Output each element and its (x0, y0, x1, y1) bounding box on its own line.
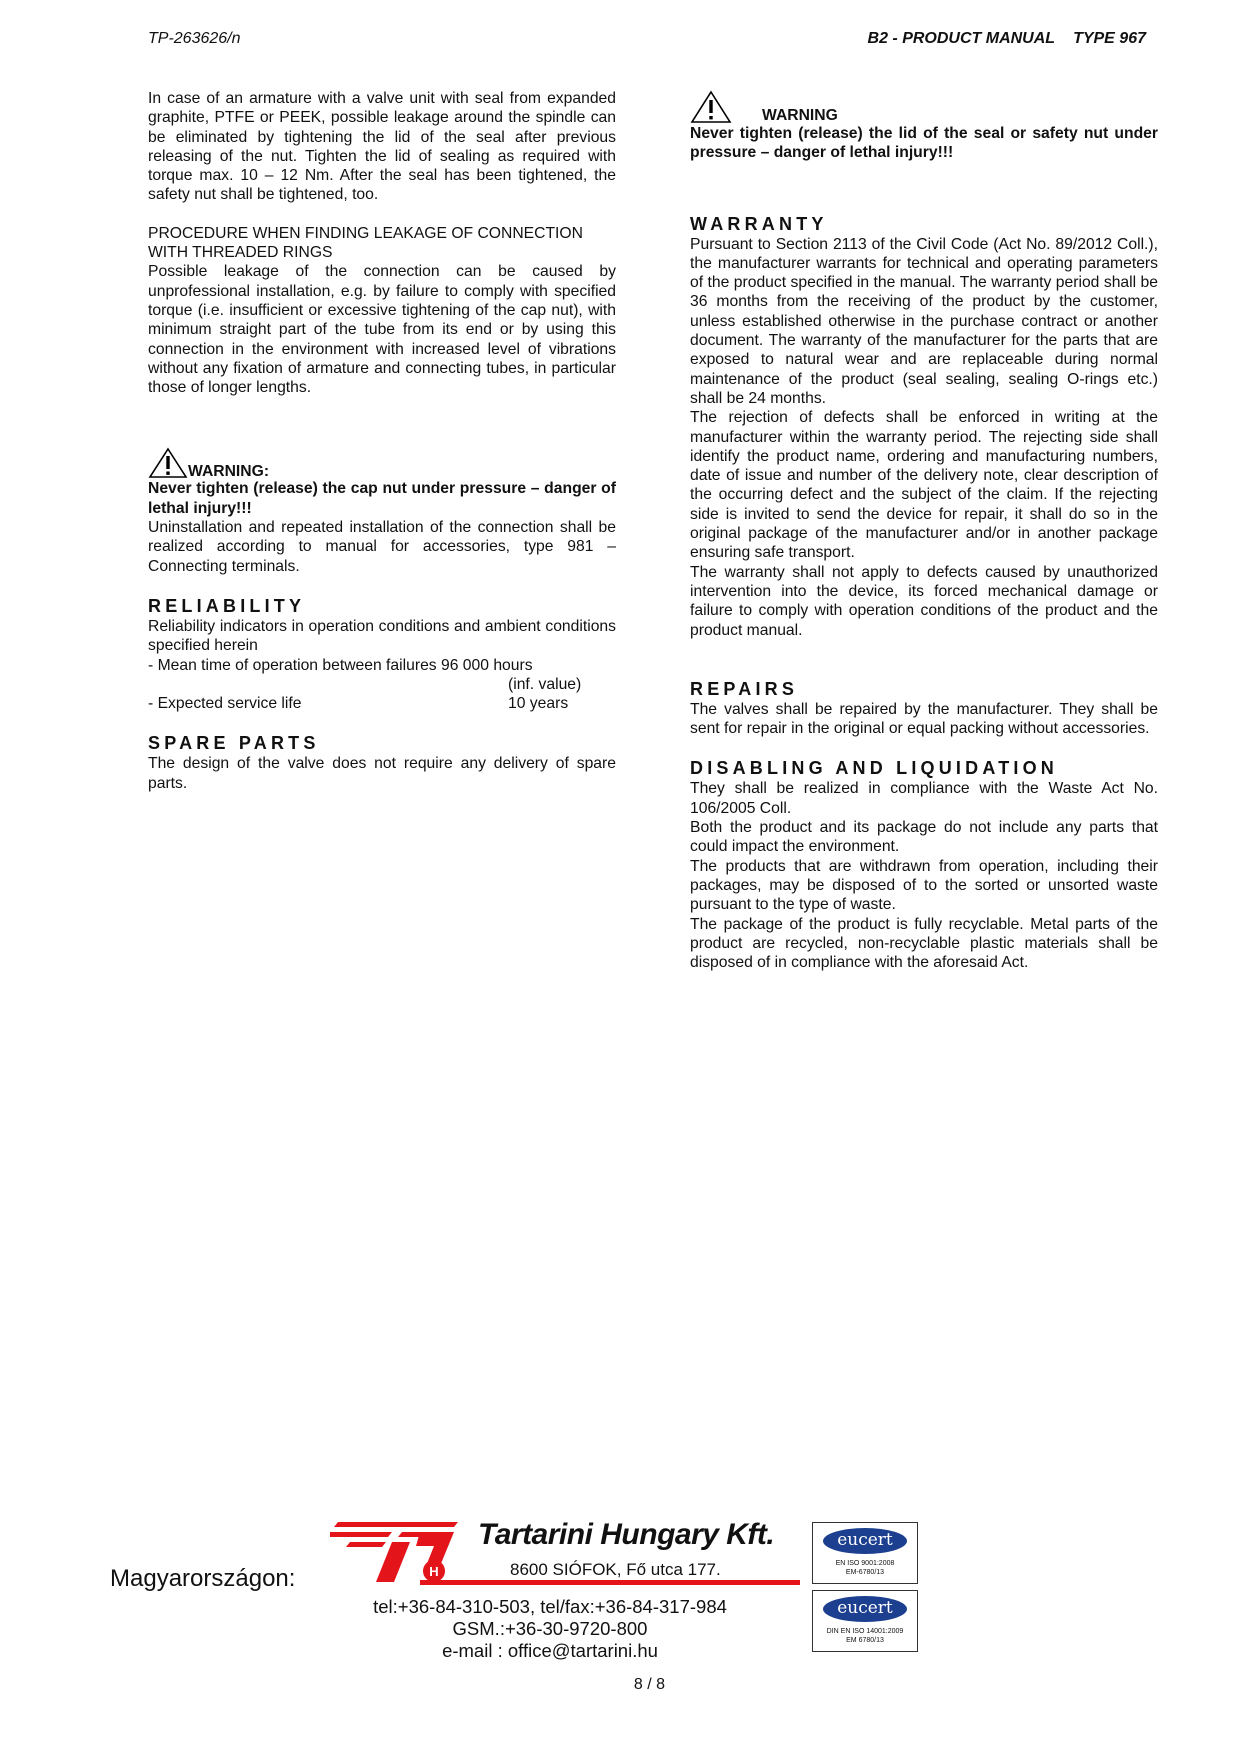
cert-number: EM-6780/13 (845, 1569, 885, 1576)
page-number: 8 / 8 (633, 1676, 666, 1693)
mtbf-line: - Mean time of operation between failures 96 000 hours (148, 656, 533, 674)
disabling-title: DISABLING AND LIQUIDATION (690, 758, 1058, 779)
disabling-paragraph-3: The products that are withdrawn from operation, including their packages, may be disposed of to the sorted or unsorted waste pursuant to the type of waste. (690, 857, 1158, 914)
mtbf-note: (inf. value) (508, 675, 582, 693)
warning-triangle-icon (148, 447, 188, 479)
warranty-title: WARRANTY (690, 213, 828, 234)
procedure-text: Possible leakage of the connection can be caused by unprofessional installation, e.g. by failure to comply with specified torque (i.e. insufficient or excessive tightening of the cap nut), with minimum straight part of the tube from its end or by using this connection in the environment with increased level of vibrations without any fixation of armature and connecting tubes, in particular those of longer lengths. (148, 263, 616, 397)
warranty-paragraph-3: The warranty shall not apply to defects caused by unauthorized intervention into the device, its forced mechanical damage or failure to comply with operation conditions of the product and the product manual. (690, 563, 1158, 639)
warning-triangle-icon (690, 90, 732, 124)
left-column (148, 89, 616, 793)
repairs-text: The valves shall be repaired by the manufacturer. They shall be sent for repair in the original or equal packing without accessories. (690, 700, 1158, 738)
iso-14001-certificate-badge (812, 1590, 918, 1652)
manual-title (850, 30, 1146, 48)
warning-text-right: Never tighten (release) the lid of the seal or safety nut under pressure – danger of lethal injury!!! (690, 125, 1158, 162)
warning-text: Never tighten (release) the cap nut under pressure – danger of lethal injury!!! (148, 480, 616, 517)
company-name: Tartarini Hungary Kft. (478, 1518, 775, 1551)
disabling-paragraph-4: The package of the product is fully recyclable. Metal parts of the product are recycled, non-recyclable plastic materials shall be disposed of in compliance with the aforesaid Act. (690, 915, 1158, 972)
company-address: 8600 SIÓFOK, Fő utca 177. (510, 1560, 721, 1579)
right-column (690, 89, 1158, 972)
warranty-paragraph-2: The rejection of defects shall be enforced in writing at the manufacturer within the warranty period. The rejecting side shall identify the product name, ordering and manufacturing numbers, date of issue and number of the delivery note, clear description of the occurring defect and the subject of the claim. If the rejecting side is invited to send the device for repair, it shall do so in the original package of the manufacturer and/or in another package ensuring safe transport. (690, 409, 1158, 562)
service-life-row (148, 694, 616, 713)
phone-line: tel:+36-84-310-503, tel/fax:+36-84-317-984 (373, 1596, 727, 1617)
reliability-intro: Reliability indicators in operation conditions and ambient conditions specified herein (148, 617, 616, 655)
warning-heading (148, 441, 616, 479)
repairs-title: REPAIRS (690, 678, 799, 699)
uninstall-text: Uninstallation and repeated installation of the connection shall be realized according to manual for accessories, type 981 – Connecting terminals. (148, 519, 616, 575)
cert-number: EM 6780/13 (846, 1637, 884, 1644)
seal-paragraph: In case of an armature with a valve unit with seal from expanded graphite, PTFE or PEEK, possible leakage around the spindle can be eliminated by tightening the lid of the seal after previous releasing of the nut. Tighten the lid of sealing as required with torque max. 10 – 12 Nm. After the seal has been tightened, the safety nut shall be tightened, too. (148, 90, 616, 204)
warranty-paragraph-1: Pursuant to Section 2113 of the Civil Code (Act No. 89/2012 Coll.), the manufacturer warrants for technical and operating parameters of the product specified in the manual. The warranty period shall be 36 months from the receiving of the product by the customer, unless established otherwise in the purchase contract or another document. The warranty of the manufacturer for the parts that are exposed to natural wear and are replaceable during normal maintenance of the product (seal sealing, sealing O-rings etc.) shall be 24 months. (690, 235, 1158, 407)
service-life-value: 10 years (508, 695, 569, 713)
reliability-title: RELIABILITY (148, 595, 306, 616)
iso-9001-certificate-badge (812, 1522, 918, 1584)
country-label: Magyarországon: (110, 1565, 296, 1592)
warning-heading-right (690, 89, 1158, 124)
disabling-paragraph-2: Both the product and its package do not include any parts that could impact the environment. (690, 819, 1158, 856)
cert-text (813, 1559, 917, 1577)
service-life-label: - Expected service life (148, 695, 302, 713)
disabling-paragraph-1: They shall be realized in compliance with the Waste Act No. 106/2005 Coll. (690, 780, 1158, 817)
spare-parts-title: SPARE PARTS (148, 733, 320, 754)
gsm-line: GSM.:+36-30-9720-800 (452, 1618, 648, 1639)
cert-standard: DIN EN ISO 14001:2009 (826, 1628, 904, 1635)
contact-block (340, 1596, 760, 1662)
svg-text:H: H (429, 1564, 439, 1579)
manual-title-text: B2 - PRODUCT MANUAL (867, 30, 1056, 47)
procedure-title: PROCEDURE WHEN FINDING LEAKAGE OF CONNECTION WITH THREADED RINGS (148, 224, 583, 262)
warning-label-right: WARNING (762, 106, 838, 124)
mtbf-note-row (148, 675, 616, 694)
spare-parts-text: The design of the valve does not require any delivery of spare parts. (148, 755, 616, 792)
product-type: TYPE 967 (1073, 30, 1146, 47)
warning-label: WARNING: (188, 463, 270, 481)
cert-standard: EN ISO 9001:2008 (835, 1560, 895, 1567)
document-code: TP-263626/n (148, 30, 241, 47)
eucert-logo: eucert (823, 1596, 907, 1622)
email-line: e-mail : office@tartarini.hu (442, 1640, 658, 1661)
cert-text (813, 1627, 917, 1645)
eucert-logo: eucert (823, 1528, 907, 1554)
